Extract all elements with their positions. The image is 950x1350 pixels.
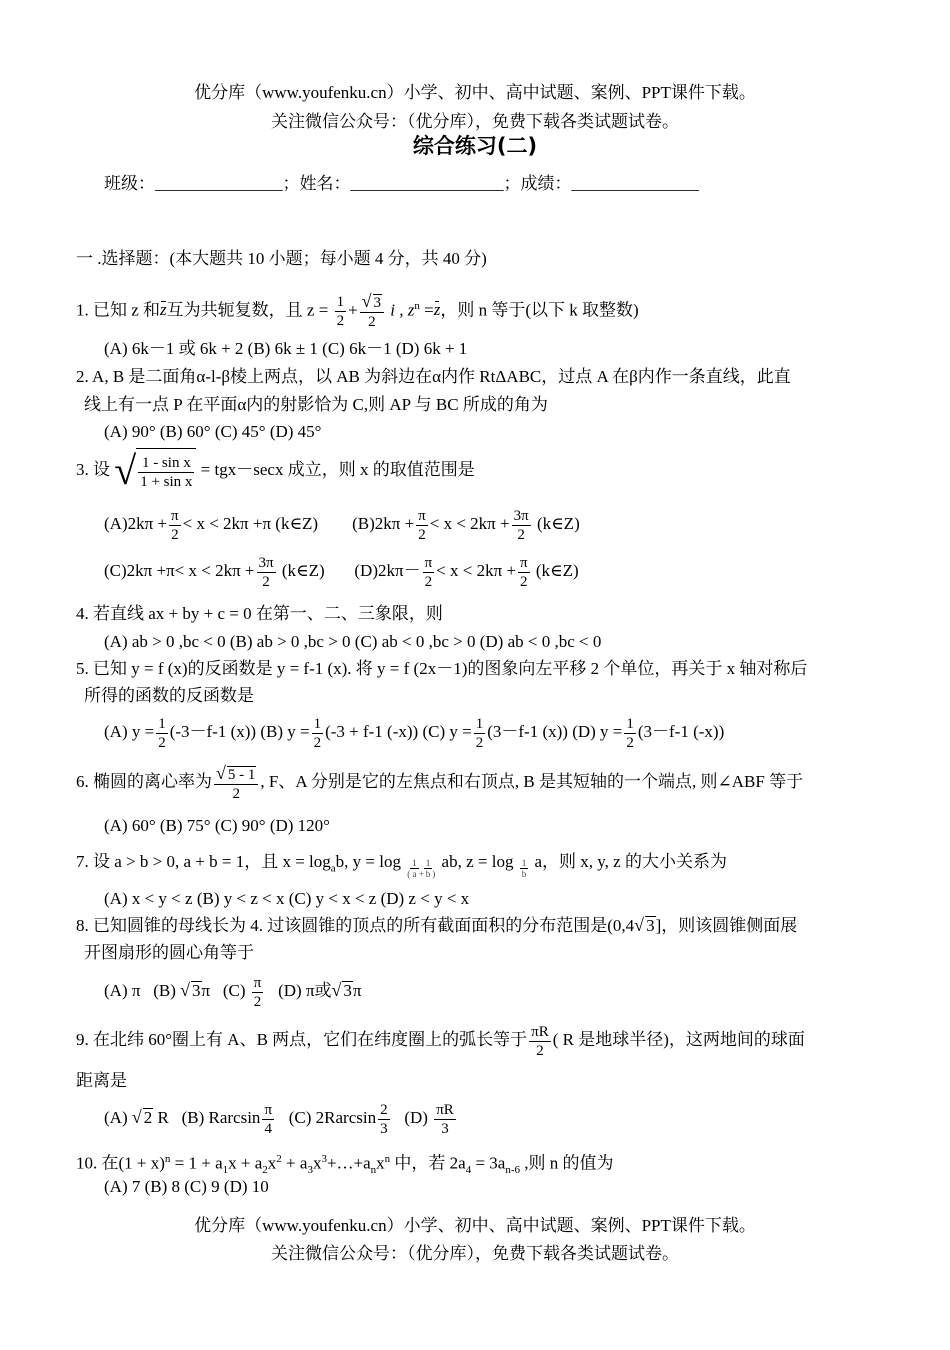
question-8-options: (A) π (B) √ 3π (C) $\frac{\pi}{2}$ (D) π或√ 3π [104, 974, 362, 1010]
question-1-options: (A) 6k－1 或 6k + 2 (B) 6k ± 1 (C) 6k－1 (D) 6k + 1 [104, 339, 468, 358]
question-4-options: (A) ab > 0 ,bc < 0 (B) ab > 0 ,bc > 0 (C) ab < 0 ,bc > 0 (D) ab < 0 ,bc < 0 [104, 632, 602, 651]
footer-line-2: 关注微信公众号：（优分库），免费下载各类试题试卷。 [271, 1244, 679, 1263]
header-line-1: 优分库（www.youfenku.cn）小学、初中、高中试题、案例、PPT课件下载。 [194, 83, 756, 102]
question-10-stem: 10. 在$(1 + x)^n = 1 + a_1x + a_2x^2$ + $a_3x^3+\dots+a_nx^n$ 中，若 $2a_4 = 3a_{n-6}$ ,则 n 的值为 [76, 1153, 614, 1177]
question-10-options: (A) 7 (B) 8 (C) 9 (D) 10 [104, 1177, 269, 1196]
question-3-stem: 3. 设 √ $\frac{\text{1 - sin x}}{\text{1 + sin x}}$ = tgx－secx 成立，则 x 的取值范围是 [76, 448, 475, 494]
question-4-stem: 4. 若直线 ax + by + c = 0 在第一、二、三象限，则 [76, 604, 443, 623]
question-8-line-1: 8. 已知圆锥的母线长为 4. 过该圆锥的顶点的所有截面面积的分布范围是(0,4√ 3]，则该圆锥侧面展 [76, 915, 798, 935]
header-line-2: 关注微信公众号：（优分库），免费下载各类试题试卷。 [271, 112, 679, 131]
page-title: 综合练习(二) [412, 134, 538, 158]
question-3-options-cd: (C)2kπ +π< x < 2kπ + $\frac{3\pi}{2}$ (k∈Z) (D)2kπ－ $\frac{\pi}{2}$ < x < 2kπ + $\frac{\pi}{2}$ (k∈Z) [104, 554, 579, 590]
question-6-options: (A) 60° (B) 75° (C) 90° (D) 120° [104, 816, 330, 835]
question-1-stem: 1. 已知 z 和z互为共轭复数，且 z = $\frac{1}{2}$ + $\frac{√ 3}{2}$ i , $z^n =z$，则 n 等于(以下 k 取整数) [76, 291, 639, 330]
question-6-stem: 6. 椭圆的离心率为 $\frac{√ 5 - 1}{2}$ , F、A 分别是它的左焦点和右顶点, B 是其短轴的一个端点, 则∠ABF 等于 [76, 762, 804, 802]
question-5-line-2: 所得的函数的反函数是 [84, 686, 254, 705]
question-5-options: (A) y = $\frac{1}{2}$ (-3－f-1 (x)) (B) y = $\frac{1}{2}$ (-3 + f-1 (-x)) (C) y = $\frac{1}{2}$ (3－f-1 (x)) (D) y = $\frac{1}{2}$ (3－f-1 (-x)) [104, 715, 725, 751]
question-9-stem: 9. 在北纬 60°圈上有 A、B 两点，它们在纬度圈上的弧长等于 $\frac{\pi R}{2}$ ( R 是地球半径)，这两地间的球面 [76, 1023, 805, 1059]
footer-line-1: 优分库（www.youfenku.cn）小学、初中、高中试题、案例、PPT课件下载。 [194, 1216, 756, 1235]
question-2-line-2: 线上有一点 P 在平面α内的射影恰为 C,则 AP 与 BC 所成的角为 [84, 395, 548, 414]
section-heading: 一 .选择题：(本大题共 10 小题；每小题 4 分，共 40 分) [76, 249, 487, 268]
question-3-options-ab: (A)2kπ + $\frac{\pi}{2}$ < x < 2kπ +π (k∈Z) (B)2kπ + $\frac{\pi}{2}$ < x < 2kπ + $\frac{3\pi}{2}$ (k∈Z) [104, 507, 580, 543]
question-9-options: (A) √ 2 R (B) Rarcsin $\frac{\pi}{4}$ (C) 2Rarcsin $\frac{2}{3}$ (D) $\frac{\pi R}{3}$ [104, 1101, 454, 1137]
question-7-options: (A) x < y < z (B) y < z < x (C) y < x < z (D) z < y < x [104, 889, 470, 908]
question-7-stem: 7. 设 a > b > 0, a + b = 1，且 $x = \log_ab$, y = log ( $\frac{1}{a}$ + $\frac{1}{b}$ ) ab, z = log $\frac{1}{b}$ a，则 x, y, z 的大小关系为 [76, 852, 727, 879]
question-2-line-1: 2. A, B 是二面角α-l-β棱上两点，以 AB 为斜边在α内作 RtΔABC，过点 A 在β内作一条直线，此直 [76, 367, 791, 386]
question-2-options: (A) 90° (B) 60° (C) 45° (D) 45° [104, 422, 322, 441]
question-8-line-2: 开图扇形的圆心角等于 [84, 943, 254, 962]
question-5-line-1: 5. 已知 y = f (x)的反函数是 y = f-1 (x). 将 y = f (2x－1)的图象向左平移 2 个单位，再关于 x 轴对称后 [76, 659, 808, 678]
question-9-line-2: 距离是 [76, 1071, 127, 1090]
student-info-line: 班级：_______________；姓名：__________________；成绩：_______________ [104, 174, 699, 193]
